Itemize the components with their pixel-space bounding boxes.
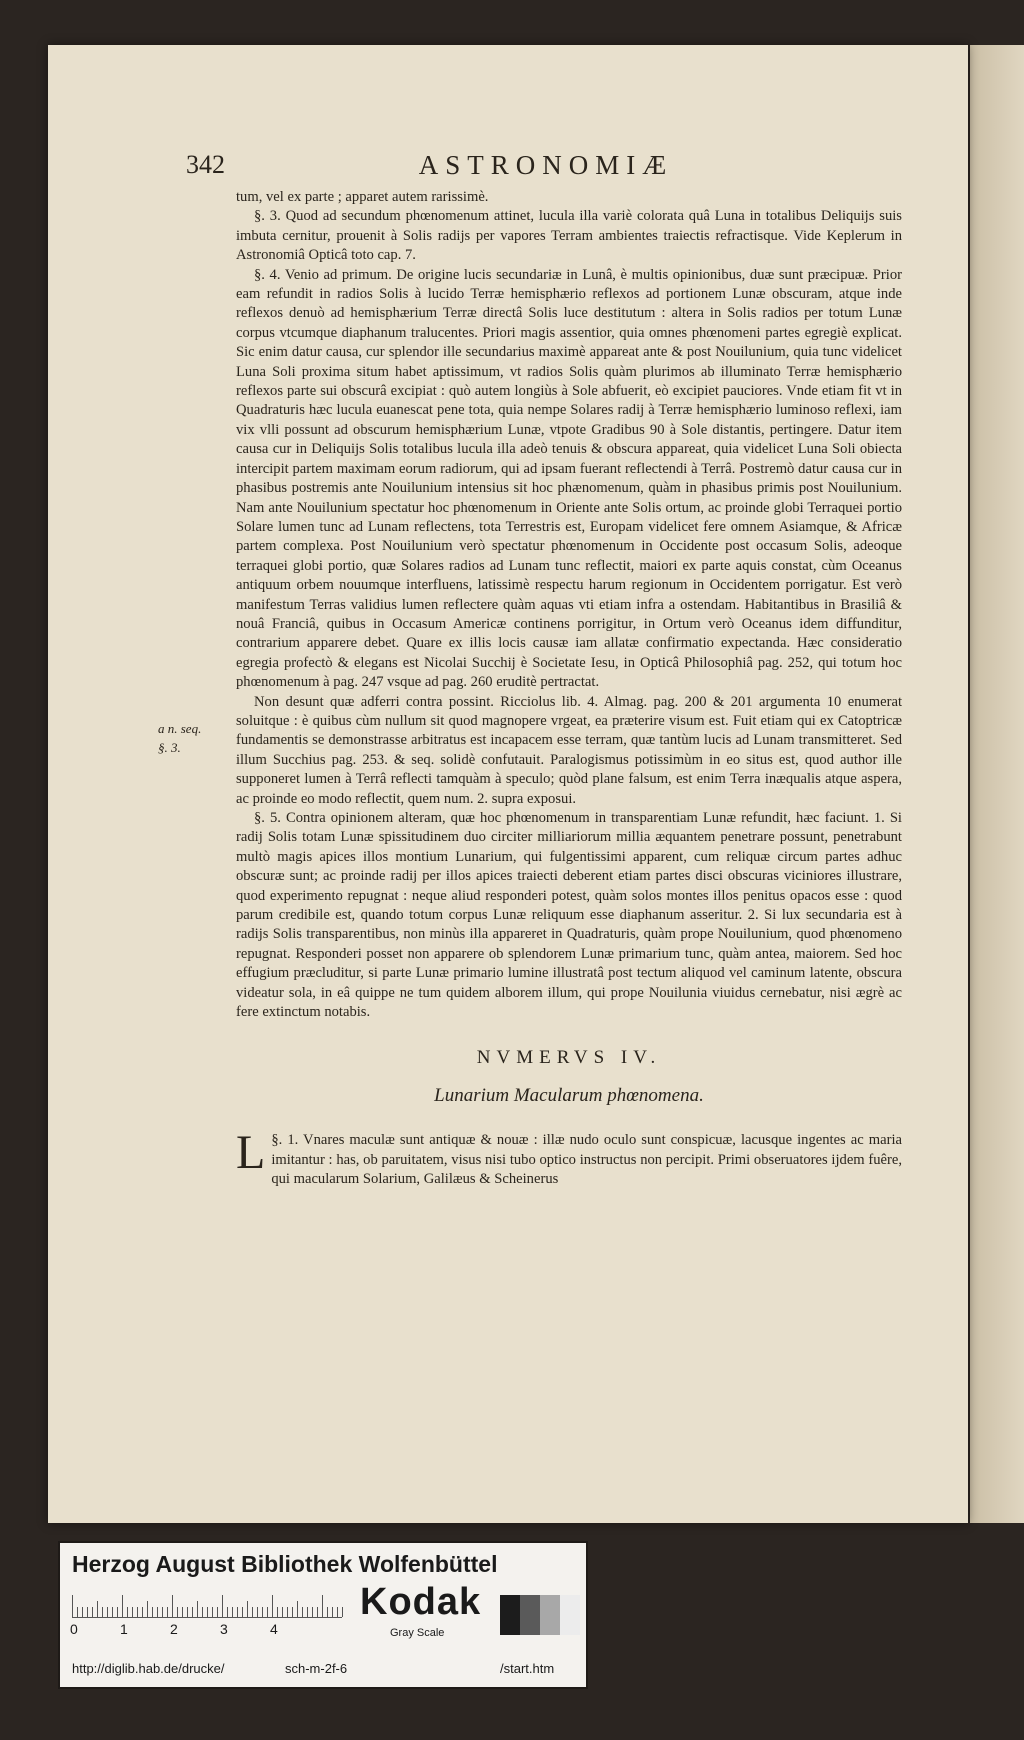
ruler-tick	[307, 1607, 308, 1617]
gray-scale-label: Gray Scale	[390, 1627, 445, 1639]
ruler-tick	[312, 1607, 313, 1617]
ruler-tick	[172, 1595, 173, 1617]
scale-ruler	[72, 1593, 342, 1618]
gray-swatch	[520, 1595, 540, 1635]
ruler-tick	[82, 1607, 83, 1617]
scale-number: 3	[220, 1621, 228, 1637]
ruler-tick	[202, 1607, 203, 1617]
ruler-tick	[152, 1607, 153, 1617]
ruler-tick	[302, 1607, 303, 1617]
ruler-tick	[332, 1607, 333, 1617]
kodak-logo: Kodak	[360, 1581, 482, 1623]
ruler-tick	[97, 1601, 98, 1617]
ruler-tick	[157, 1607, 158, 1617]
paragraph: §. 5. Contra opinionem alteram, quæ hoc phœnomenum in transparentiam Lunæ refundit, hæc faciunt. 1. Si radij Solis totam Lunæ spissitudinem duo circiter milliariorum millia æquantem penetrare possunt, penetrabunt multò magis apices illos montium Lunarium, qui fulgentissimi apparent, cum reliquæ circum partes adhuc obscuræ sunt; ac proinde radij per illos apices traiecti deberent etiam partes disci obscuras viciniores illustrare, quod experimento repugnat : neque aliud responderi potest, quàm solos montes illos penitus opacos esse : quod parum credibile est, quando totum corpus Lunæ reliquum esse diaphanum asseritur. 2. Si lux secundaria est à radijs Solis transparentibus, non minùs illa appareret in Quadraturis, quàm prope Nouilunium, quod phœnomeno repugnat. Responderi posset non apparere ob splendorem Lunæ primarium tunc, quàm antea, maiorem. Sed hoc effugium præcluditur, si parte Lunæ primario lumine illustratâ post tectum aliquod vel caminum latente, obscura videatur sola, in eâ quippe ne tum quidem alborem illum, qui prope Nouilunia viuidus cernebatur, nisi ægrè ac fere extinctum notabis.	[236, 810, 902, 1021]
ruler-tick	[182, 1607, 183, 1617]
ruler-tick	[232, 1607, 233, 1617]
ruler-tick	[297, 1601, 298, 1617]
ruler-tick	[112, 1607, 113, 1617]
section-heading: NVMERVS IV.	[476, 1047, 662, 1069]
ruler-tick	[337, 1607, 338, 1617]
ruler-tick	[77, 1607, 78, 1617]
ruler-tick	[127, 1607, 128, 1617]
color-target-card	[58, 1541, 588, 1689]
ruler-tick	[117, 1607, 118, 1617]
ruler-tick	[257, 1607, 258, 1617]
paragraph-with-dropcap	[236, 1126, 902, 1189]
gray-swatch	[500, 1595, 520, 1635]
ruler-tick	[262, 1607, 263, 1617]
ruler-tick	[217, 1607, 218, 1617]
scale-number: 0	[70, 1621, 78, 1637]
page-header	[186, 150, 906, 190]
ruler-tick	[87, 1607, 88, 1617]
ruler-tick	[252, 1607, 253, 1617]
page-number: 342	[186, 150, 225, 179]
ruler-tick	[122, 1595, 123, 1617]
paragraph-text: §. 1. Vnares maculæ sunt antiquæ & nouæ : illæ nudo oculo sunt conspicuæ, lacusque ingentes ac maria imitantur : has, ob paruitatem, visus nisi tubo optico instructus non percipit. Primi obseruatores ijdem fuêre, qui macularum Solarium, Galilæus & Scheinerus	[271, 1132, 902, 1188]
ruler-tick	[177, 1607, 178, 1617]
ruler-tick	[147, 1601, 148, 1617]
ruler-tick	[322, 1595, 323, 1617]
ruler-tick	[162, 1607, 163, 1617]
gray-swatches	[500, 1595, 580, 1635]
body-text	[236, 188, 902, 1190]
ruler-tick	[197, 1601, 198, 1617]
ruler-tick	[237, 1607, 238, 1617]
ruler-tick	[272, 1595, 273, 1617]
ruler-tick	[282, 1607, 283, 1617]
ruler-tick	[92, 1607, 93, 1617]
paragraph: §. 3. Quod ad secundum phœnomenum attinet, lucula illa variè colorata quâ Luna in totalibus Deliquijs suis imbuta cernitur, prouenit à Solis radijs per vapores Terram ambientes traiectis refractisque. Vide Keplerum in Astronomiâ Opticâ toto cap. 7.	[236, 208, 902, 264]
ruler-tick	[192, 1607, 193, 1617]
ruler-tick	[137, 1607, 138, 1617]
ruler-tick	[167, 1607, 168, 1617]
ruler-tick	[187, 1607, 188, 1617]
gray-swatch	[540, 1595, 560, 1635]
margin-note-2: §. 3.	[158, 740, 181, 755]
paragraph: Non desunt quæ adferri contra possint. Ricciolus lib. 4. Almag. pag. 200 & 201 argumenta 10 enumerat soluitque : è quibus cùm nullum sit quod magnopere vrgeat, ea præterire visum est. Fuit etiam qui ex Catoptricæ fundamentis se demonstrasse arbitratus est incapacem esse terram, quæ tantùm lucis ad Lunam transmitteret. Sed illum Succhius pag. 253. & seq. solidè confutauit. Paralogismus potissimùm in eo situs est, quod author ille supponeret lumen à Terrâ reflecti tamquàm à speculo; quòd plane falsum, est enim Terra inæqualis atque aspera, ac proinde eo modo reflectit, quem num. 2. supra exposui.	[236, 693, 902, 807]
ruler-tick	[72, 1595, 73, 1617]
facing-page-edge	[970, 45, 1024, 1523]
gray-swatch	[560, 1595, 580, 1635]
source-url: http://diglib.hab.de/drucke/	[72, 1661, 225, 1676]
ruler-tick	[227, 1607, 228, 1617]
scale-numbers	[70, 1621, 340, 1639]
ruler-tick	[317, 1607, 318, 1617]
margin-note-1: a n. seq.	[158, 721, 202, 736]
running-title: ASTRONOMIÆ	[418, 150, 674, 180]
ruler-tick	[107, 1607, 108, 1617]
ruler-tick	[132, 1607, 133, 1617]
ruler-tick	[342, 1607, 343, 1617]
paragraph: §. 4. Venio ad primum. De origine lucis secundariæ in Lunâ, è multis opinionibus, duæ sunt præcipuæ. Prior eam refundit in radios Solis à lucido Terræ hemisphærio reflexos ad portionem Lunæ obscuram, atque inde reflexos denuò ad hemisphærium Terræ directâ Solis luce destitutum : altera in Solis radios per totum Lunæ corpus vtcumque diaphanum tralucentes. Priori magis assentior, quia omnes phœnomeni partes egregiè explicat. Sic enim datur causa, cur splendor ille secundarius maximè appareat ante & post Nouilunium, quia tunc videlicet Luna Soli proxima situm habet aptissimum, vt radios Solis quàm plurimos ab illuminato Terræ hemisphærio reflexos parte sui obscurâ excipiat : quò autem longiùs à Sole abfuerit, eò excipiet pauciores. Vnde etiam fit vt in Quadraturis hæc lucula euanescat pene tota, quia nempe Solares radij à Terræ hemisphærio luminoso reflexi, iam vix vlli possunt ad obscurum hemisphærium Lunæ, vtpote Gradibus 90 à Sole distantis, pertingere. Datur item causa cur in Deliquijs Solis totalibus lucula illa adeò tenuis & obscura appareat, quia videlicet Luna Soli obiecta intercipit partem maximam eorum radiorum, qui ad ipsam fuerant reflectendi à Terrâ. Postremò datur causa cur in phasibus postremis ante Nouilunium intensius sit hoc phænomenum, quàm in phasibus primis post Nouilunium. Nam ante Nouilunium spectatur hoc phœnomenum in Oriente ante Solis ortum, ac proinde globi Terraquei portio Solare lumen tunc ad Lunam reflectens, tota Terrestris est, Europam videlicet fere omnem Asiamque, & Africæ partem complexa. Post Nouilunium verò spectatur phœnomenum in Occidente post occasum Solis, adeoque terraquei globi portio, quæ Solares radios ad Lunam tunc reflectit, maiori ex parte aquis constat, cùm Oceanus antiquum orbem nouumque interfluens, latissimè respectu harum regionum in Occidentem porrigatur. Est verò manifestum Terras validius lumen reflectere quàm aquas vti etiam infra a ostendam. Habitantibus in Brasiliâ & nouâ Franciâ, quibus in Occasum Americæ continens porrigitur, in Ortum verò Oceanus idem diffunditur, contrarium apparere debet. Quare ex illis locis causæ iam allatæ confirmatio expectanda. Hæc consideratio egregia profectò & elegans est Nicolai Succhij è Societate Iesu, in Opticâ Philosophiâ pag. 252, qui totum hoc phœnomenum à pag. 247 vsque ad pag. 260 eruditè pertractat.	[236, 266, 902, 691]
ruler-tick	[142, 1607, 143, 1617]
ruler-tick	[277, 1607, 278, 1617]
scale-number: 1	[120, 1621, 128, 1637]
ruler-tick	[212, 1607, 213, 1617]
ruler-tick	[287, 1607, 288, 1617]
ruler-tick	[207, 1607, 208, 1617]
ruler-tick	[327, 1607, 328, 1617]
source-path: sch-m-2f-6	[285, 1661, 348, 1676]
ruler-tick	[222, 1595, 223, 1617]
section-subheading: Lunarium Macularum phœnomena.	[434, 1084, 704, 1106]
ruler-tick	[292, 1607, 293, 1617]
ruler-tick	[242, 1607, 243, 1617]
start-path: /start.htm	[500, 1661, 555, 1676]
scale-number: 2	[170, 1621, 178, 1637]
ruler-tick	[247, 1601, 248, 1617]
ruler-tick	[102, 1607, 103, 1617]
ruler-tick	[267, 1607, 268, 1617]
library-name: Herzog August Bibliothek Wolfenbüttel	[72, 1551, 498, 1577]
paragraph: tum, vel ex parte ; apparet autem rarissimè.	[236, 189, 489, 205]
drop-cap: L	[236, 1126, 266, 1180]
scale-number: 4	[270, 1621, 278, 1637]
